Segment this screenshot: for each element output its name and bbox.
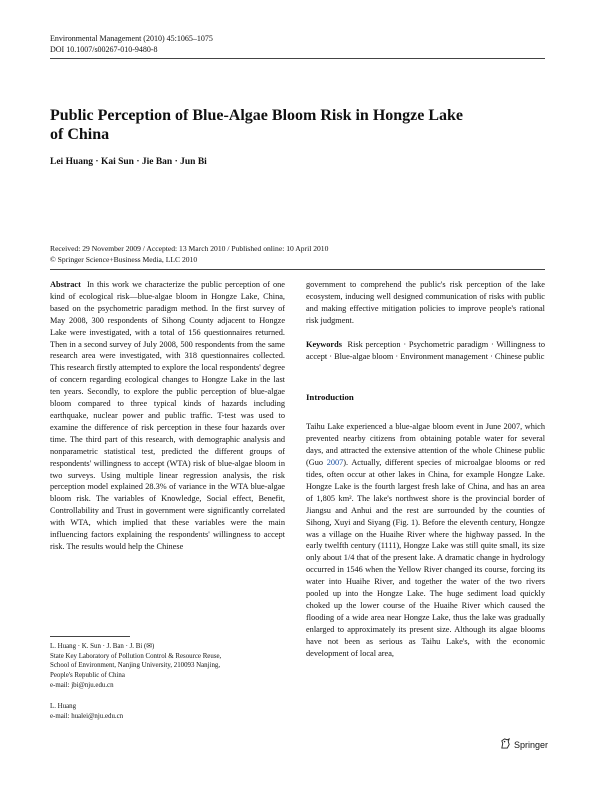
journal-citation: Environmental Management (2010) 45:1065–1075 xyxy=(50,34,213,43)
keywords-text: Risk perception · Psychometric paradigm · Willingness to accept · Blue-algae bloom · Environment management · Chinese public xyxy=(306,339,545,361)
keywords xyxy=(306,339,545,363)
article-title xyxy=(50,106,530,144)
intro-text-cont: ). Actually, different species of microalgae blooms or red tides, often occur at other lakes in China, for example Hongze Lake. Hongze Lake is the fourth largest fresh lake of China, and has an area of 1,805 km². The lake's northwest shore is the provincial border of Jiangsu and Anhui and the rest are surrounded by the counties of Sihong, Xuyi and Siyang (Fig. 1). Before the eleventh century, Hongze was a village on the Huaihe River where the highway passed. In the early twelfth century (1111), Hongze Lake was still quite small, its size only about 1/4 that of the present lake. A dramatic change in hydrology occurred in 1546 when the Yellow River changed its course, forcing its water into Huaihe River, and together the water of the two rivers pooled up into the Hongze Lake. The huge sediment load quickly choked up the lower course of the Huaihe River which caused the flooding of a wide area near Hongze Lake, thus the lake was gradually enlarged to approximately its present size. Although its algae blooms have not been as serious as Taihu Lake's, with the economic development of local area, xyxy=(306,458,545,658)
corresponding-email-link[interactable]: e-mail: jbi@nju.edu.cn xyxy=(50,681,114,689)
abstract-continued: government to comprehend the public's risk perception of the lake ecosystem, inducing well designed communication of risks with public and making effective mitigation policies to improve people's rational risk judgment. xyxy=(306,280,545,325)
title-line-2: of China xyxy=(50,126,110,143)
affiliation-line: State Key Laboratory of Pollution Control & Resource Reuse, xyxy=(50,652,222,660)
introduction-paragraph xyxy=(306,421,545,659)
title-line-1: Public Perception of Blue-Algae Bloom Risk in Hongze Lake xyxy=(50,107,464,124)
springer-horse-icon xyxy=(500,738,511,751)
right-column xyxy=(306,279,545,659)
intro-text: Taihu Lake experienced a blue-algae bloom event in June 2007, which prevented nearby citizens from obtaining potable water for several days, and attracted the extensive attention of the whole Chinese public (Guo xyxy=(306,422,545,468)
journal-header xyxy=(50,33,213,55)
footnote-rule xyxy=(50,636,130,637)
dates-line: Received: 29 November 2009 / Accepted: 13 March 2010 / Published online: 10 April 2010 xyxy=(50,244,329,253)
section-rule xyxy=(50,269,545,270)
affiliation-1 xyxy=(50,642,285,691)
affiliation-name: L. Huang xyxy=(50,703,77,710)
affiliation-2 xyxy=(50,702,285,721)
affiliation-line: School of Environment, Nanjing University, 210093 Nanjing, xyxy=(50,662,221,670)
publisher-name: Springer xyxy=(514,739,549,750)
citation-link[interactable]: 2007 xyxy=(326,458,344,468)
abstract xyxy=(50,279,285,553)
affiliation-names: L. Huang · K. Sun · J. Ban · J. Bi (✉) xyxy=(50,643,155,650)
publisher-logo xyxy=(500,738,548,751)
abstract-column xyxy=(50,279,285,553)
introduction-heading: Introduction xyxy=(306,392,354,403)
abstract-text: In this work we characterize the public perception of one kind of ecological risk—blue-algae bloom in Hongze Lake, China, based on the psychometric paradigm method. In the first survey of May 2008, 300 respondents of Sihong County adjacent to Hongze Lake were investigated, with a total of 156 questionnaires returned. Then in a second survey of July 2008, 500 respondents from the same research area were investigated, with 318 questionnaires collected. This research firstly attempted to explore the local respondents' degree of concern regarding ecological changes to Hongze Lake in the last ten years. Secondly, to explore the public perception of blue-algae bloom compared to three typical kinds of hazards including earthquake, nuclear power and public traffic. T-test was used to examine the difference of risk perception in these four hazards over time. The third part of this research, with demographic analysis and nonparametric statistical test, predicted the different groups of respondents' willingness to accept (WTA) risk of blue-algae bloom in two surveys. Using multiple linear regression analysis, the risk perception model explained 28.3% of variance in the WTA blue-algae bloom risk. The variables of Knowledge, Social effect, Benefit, Controllability and Trust in government were significantly correlated with WTA, which implied that these variables were the main influencing factors explaining the respondents' willingness to accept risk. The results would help the Chinese xyxy=(50,280,285,551)
header-rule xyxy=(50,58,545,59)
author-email-link[interactable]: e-mail: hualei@nju.edu.cn xyxy=(50,712,124,720)
author-list: Lei Huang · Kai Sun · Jie Ban · Jun Bi xyxy=(50,157,207,167)
affiliation-line: People's Republic of China xyxy=(50,672,125,680)
doi: DOI 10.1007/s00267-010-9480-8 xyxy=(50,45,158,54)
publication-dates xyxy=(50,244,328,265)
copyright-line: © Springer Science+Business Media, LLC 2010 xyxy=(50,254,198,264)
abstract-heading: Abstract xyxy=(50,280,81,289)
keywords-heading: Keywords xyxy=(306,339,342,349)
